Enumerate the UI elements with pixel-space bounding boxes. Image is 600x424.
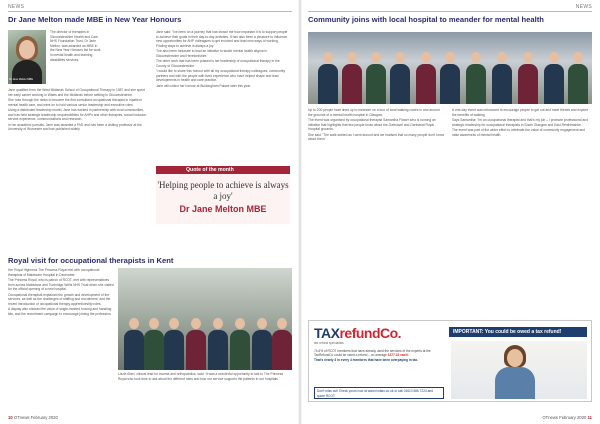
logo-subtitle: tax refund specialists (314, 341, 344, 345)
photo-caption-jane: Dr Jane Melton MBE (9, 78, 33, 81)
ad-more-text: That's nearly 3 in every 4 members that have been overpaying in tax. (314, 357, 419, 362)
article1-paragraph: Using a distributed leadership model, Jane has worked in partnership with local communities, and has held strategic leadership responsibilities for AHPs and other therapies, social inclusion, service experience, communications and research. (8, 107, 148, 122)
ad-contact-box[interactable]: Don't miss out! Check yours now at www.rcottax.co.uk or call 01613 666 7224 and quote RCOT (314, 387, 444, 399)
page-number: 10 (8, 415, 13, 420)
article1-paragraph: 'I've also been fortunate to lead an initiative to tackle mental health stigma in Gloucestershire and Herefordshire.' (156, 49, 268, 58)
article-paragraph: Says Samantha: 'I'm an occupational therapist and that's my job – I promote professional and strategic leadership for occupational therapists in South Glasgow and East Renfrewshire.' (452, 117, 589, 127)
article1-paragraph: In her academic pursuits, Jane was awarded a PhD and has been a visiting professor at the University of Worcester and has published widely. (8, 122, 142, 132)
page-footer-right (542, 415, 592, 420)
publication-name: OTnews February 2020 (542, 415, 587, 420)
top-rule (308, 11, 592, 12)
article2-paragraph: Occupational therapists explained the growth and development of the services, as well as the challenges of staffing and recruitment, and the recent introduction of occupational therapy apprenticeship roles. (8, 292, 111, 306)
section-tag: NEWS (575, 4, 592, 10)
ad-body-text (314, 349, 444, 362)
quote-of-the-month (156, 166, 290, 224)
publication-name: OTnews February 2020 (13, 415, 58, 420)
article-paragraph: The event was part of the wider effort to celebrate the value of community engagement and raise awareness of mental health. (452, 127, 585, 137)
article1-text-wrap-top (50, 30, 102, 86)
article-column-2 (452, 108, 592, 316)
page-number: 11 (587, 415, 592, 420)
quote-text: 'Helping people to achieve is always a joy' (157, 180, 289, 201)
top-rule (8, 11, 292, 12)
advertisement-taxrefundco[interactable] (308, 320, 592, 402)
article-paragraph: The event was organised by occupational therapist Samantha Flower who is running an initiative that highlights that few people know about the Gartnavel and Gartnaval Royal Hospital grounds. (308, 117, 436, 132)
quote-bar-label: Quote of the month (156, 166, 290, 174)
portrait-photo-jane-melton (8, 30, 46, 84)
article-title-royal-visit: Royal visit for occupational therapists in Kent (8, 256, 174, 265)
article2-column-1 (8, 268, 114, 408)
ad-amount: £277.22 each! (387, 353, 409, 358)
ad-banner: IMPORTANT: You could be owed a tax refund! (449, 327, 587, 337)
article-paragraph: She said: 'The walk started as I went around and we realised that so many people don't know about them.' (308, 132, 444, 142)
page-footer-left (8, 415, 58, 420)
group-photo-walkers (308, 32, 592, 104)
article-title-community-meander: Community joins with local hospital to meander for mental health (308, 15, 544, 24)
article-title-jane-melton: Dr Jane Melton made MBE in New Year Honours (8, 15, 182, 24)
quote-attribution: Dr Jane Melton MBE (179, 204, 267, 214)
article2-paragraph: The Princess Royal, who is patron of RCOT, met with representatives from across Maidstone and Tunbridge Wells NHS Trust when she visited for the official opening of a new hospital. (8, 277, 114, 292)
article2-photo-caption (118, 372, 292, 408)
article1-column-2 (156, 30, 290, 162)
article1-column-1 (8, 88, 148, 264)
article2-paragraph: Her Royal Highness The Princess Royal met with occupational therapists of Maidstone Hospital in December. (8, 268, 100, 277)
logo-main-text: TAX (314, 325, 340, 341)
article-paragraph: Up to 200 people have lined up to meander on a tour of local walking routes in and around the grounds of a mental health hospital in Glasgow. (308, 108, 440, 117)
article1-paragraph: The other work that has been praised is her leadership of occupational therapy in the County of Gloucestershire. (156, 59, 280, 68)
article2-caption-paragraph: Lizzie Allen, clinical lead for trauma and orthopaedics, said: 'It was a wonderful opportunity to talk to The Princess Royal who took time to ask about the different roles and how our service supports the patients in our hospitals.' (118, 372, 284, 381)
logo-accent-text: refundCo. (339, 325, 402, 341)
right-page (300, 0, 600, 424)
article1-paragraph: She rose through the ranks to become the first consultant occupational therapist in inpatient mental health care, and went on to hold various senior leadership and executive roles. (8, 97, 142, 107)
group-photo-royal-visit (118, 268, 292, 370)
article1-paragraph: Jane said: 'I've been on a journey that has shown me how important it is to support people to achieve their goals in their day-to-day activities. It has also been a pleasure to influence new opportunities for AHP colleagues to get involved and lead new ways of working. Finding ways to achieve is always a joy.' (156, 30, 288, 48)
article-column-1 (308, 108, 444, 316)
article1-paragraph: Jane will collect her honour at Buckingham Palace later this year. (156, 83, 251, 88)
ad-photo-woman (451, 341, 587, 399)
article2-paragraph: A display also showed the value of single-handed moving and handling kits, and the recruitment campaign to encourage joining the profession. (8, 307, 112, 316)
article-paragraph: A one-day event was introduced to encourage people to get out and meet friends and explore the benefits of walking. (452, 108, 589, 117)
article1-paragraph: 'I would like to share this honour with all my occupational therapy colleagues, community partners and with the people with lived experience who have helped shape and lead developments in health and care practice.' (156, 69, 286, 83)
advertiser-logo (314, 325, 401, 341)
article1-paragraph: Jane qualified from the West Midlands School of Occupational Therapy in 1987 and she spent her early career working in Wales and the Midlands before settling in Gloucestershire. (8, 88, 145, 97)
ad-lead-text: 74.6% of RCOT members that have already used the services of the experts at the TaxRefundCo could be owed a refund – on average (314, 349, 431, 358)
article1-paragraph: The director of therapies in Gloucestershire Health and Care NHS Foundation Trust, Dr Jane Melton, was awarded an MBE in the New Year Honours list for work in mental health and learning disabilities services. (50, 30, 101, 62)
section-tag: NEWS (8, 4, 25, 10)
